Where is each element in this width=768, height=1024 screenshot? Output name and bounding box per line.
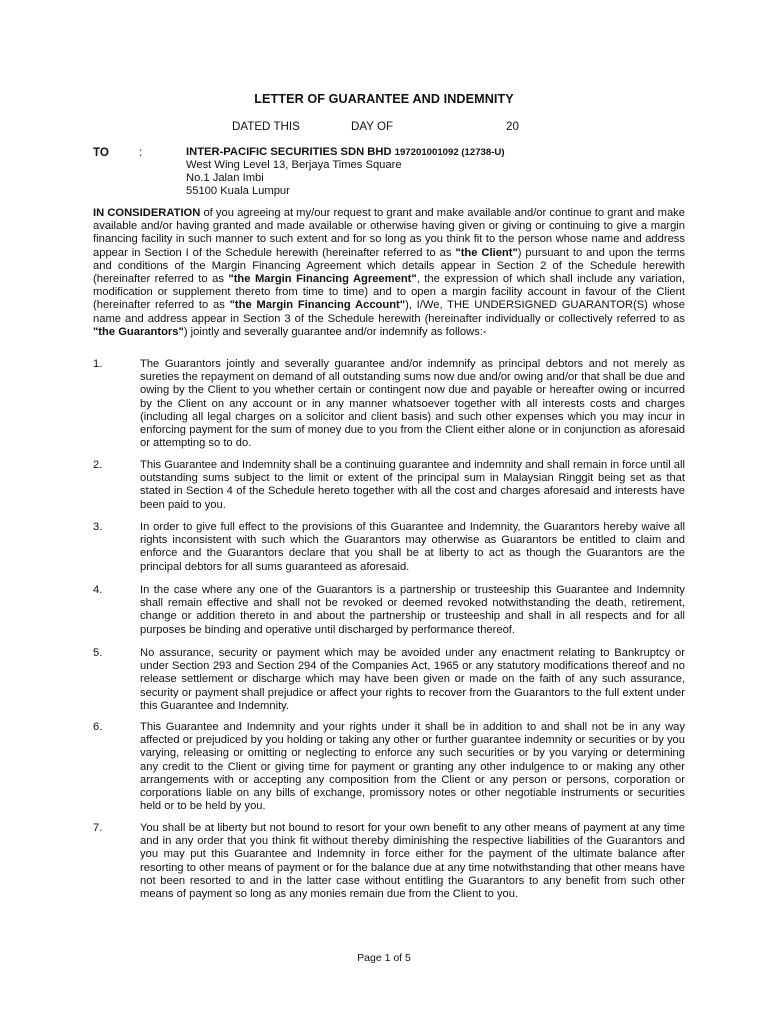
defined-term-guarantors: "the Guarantors" [93,325,184,338]
clause-number: 6. [93,721,103,733]
consideration-lead: IN CONSIDERATION [93,207,201,219]
defined-term-margin-financing-agreement: "the Margin Financing Agreement" [228,273,417,286]
clause-2 [93,459,685,512]
intro-text: ) jointly and severally guarantee and/or indemnify as follows:- [183,325,487,338]
clause-6 [93,721,685,813]
clause-number: 5. [93,647,103,659]
recipient-address [186,146,505,198]
clause-number: 1. [93,358,103,370]
clause-7 [93,822,685,901]
document-title: LETTER OF GUARANTEE AND INDEMNITY [254,92,514,106]
clause-number: 3. [93,521,103,533]
clause-text: The Guarantors jointly and severally guarantee and/or indemnify as principal debtors and not merely as sureties the repayment on demand of all outstanding sums now due and/or owing and/or that shall be due and owing by the Client to you whether certain or contingent now due and payable or hereafter owing or incurred by the Client on any account or in any manner whatsoever together with all interests costs and charges (including all legal charges on a solicitor and client basis) and such other expenses which you may incur in enforcing payment for the sum of money due to you from the Client either alone or in conjunction as aforesaid or attempting so to do. [140,358,685,450]
company-registration: 197201001092 (12738-U) [394,147,505,158]
clause-4 [93,584,685,637]
defined-term-client: "the Client" [455,246,518,259]
clause-number: 7. [93,822,103,834]
intro-text: of you agreeing at my/our request to grant and make available and/or continue to grant and make available and/or having granted and made available or otherwise having given or giving or continuing to give a margin financing facility in such manner to such extent and for so long as you think fit to the person whose name and address appear in Section I of the Schedule herewith (hereinafter referred to as [93,207,685,259]
recipient-company-line [186,146,505,159]
to-label: TO [93,146,109,159]
clause-1 [93,358,685,450]
clause-number: 4. [93,584,103,596]
to-colon: : [139,146,143,159]
clause-number: 2. [93,459,103,471]
clause-text: This Guarantee and Indemnity and your rights under it shall be in addition to and shall not be in any way affected or prejudiced by you holding or taking any other or further guarantee indemnity or securities or by you varying, releasing or omitting or neglecting to enforce any such securities or by you varying or determining any credit to the Client or giving time for payment or granting any other indulgence to or making any other arrangements with or accepting any composition from the Client or any person or persons, corporation or corporations liable on any bills of exchange, promissory notes or other negotiable instruments or securities held or to be held by you. [140,721,685,813]
clause-text: This Guarantee and Indemnity shall be a continuing guarantee and indemnity and shall remain in force until all outstanding sums subject to the limit or extent of the principal sum in Malaysian Ringgit being set as that stated in Section 4 of the Schedule hereto together with all the cost and charges aforesaid and interests have been paid to you. [140,459,685,511]
day-of-label: DAY OF [351,120,394,133]
consideration-paragraph [93,207,685,339]
defined-term-margin-financing-account: "the Margin Financing Account" [229,299,406,312]
address-line: West Wing Level 13, Berjaya Times Square [186,159,402,171]
intro-text: ), I/We, THE UNDERSIGNED GUARANTOR(S) whose name and address appear in Section 3 of the Schedule herewith (hereinafter individually or collectively referred to as [93,299,686,325]
address-line: No.1 Jalan Imbi [186,172,264,184]
clause-text: No assurance, security or payment which may be avoided under any enactment relating to Bankruptcy or under Section 293 and Section 294 of the Companies Act, 1965 or any statutory modifications thereof and no release settlement or discharge which may have been given or made on the faith of any such assurance, security or payment shall prejudice or affect your rights to recover from the Guarantors to the full extent under this Guarantee and Indemnity. [140,647,685,712]
intro-text: , the expression of which shall include any variation, modification or supplement thereto from time to time) and to open a margin facility account in favour of the Client (hereinafter referred to as [93,273,685,312]
clause-5 [93,647,685,713]
intro-text: ) pursuant to and upon the terms and conditions of the Margin Financing Agreement which details appear in Section 2 of the Schedule herewith (hereinafter referred to as [93,246,685,286]
dated-this-label: DATED THIS [232,120,300,133]
company-name: INTER-PACIFIC SECURITIES SDN BHD [186,146,392,158]
clause-text: In order to give full effect to the provisions of this Guarantee and Indemnity, the Guarantors hereby waive all rights inconsistent with such which the Guarantors may otherwise as Guarantors be entitled to claim and enforce and the Guarantors declare that you shall be at liberty to act as though the Guarantors are the principal debtors for all sums guaranteed as aforesaid. [140,521,685,573]
address-line: 55100 Kuala Lumpur [186,185,290,197]
clause-text: In the case where any one of the Guarantors is a partnership or trusteeship this Guarantee and Indemnity shall remain effective and shall not be revoked or deemed revoked notwithstanding the death, retirement, change or addition thereto in and about the partnership or trusteeship and shall in all respects and for all purposes be binding and operative until discharged by performance thereof. [140,584,685,636]
clause-text: You shall be at liberty but not bound to resort for your own benefit to any other means of payment at any time and in any order that you think fit without thereby diminishing the respective liabilities of the Guarantors and you may put this Guarantee and Indemnity in force either for the payment of the ultimate balance after resorting to other means of payment or for the balance due at any time notwithstanding that other means have not been resorted to and in the latter case without entitling the Guarantors to any benefit from such other means of payment so long as any monies remain due from the Client to you. [140,822,685,901]
page-number: Page 1 of 5 [357,952,411,964]
clause-3 [93,521,685,574]
year-label: 20 [506,120,519,133]
